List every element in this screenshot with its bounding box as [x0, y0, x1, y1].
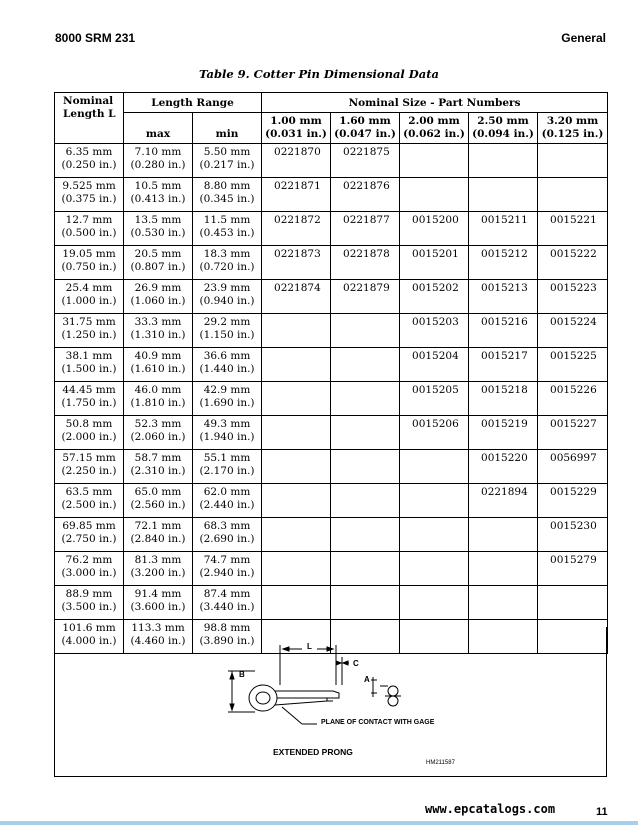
footer-website: www.epcatalogs.com — [425, 802, 556, 816]
min-cell: 87.4 mm (3.440 in.) — [193, 586, 262, 620]
part-number-cell — [469, 144, 538, 178]
part-number-cell — [262, 314, 331, 348]
nominal-cell: 25.4 mm (1.000 in.) — [55, 280, 124, 314]
part-number-cell: 0015213 — [469, 280, 538, 314]
min-cell: 36.6 mm (1.440 in.) — [193, 348, 262, 382]
nominal-cell: 76.2 mm (3.000 in.) — [55, 552, 124, 586]
min-cell: 5.50 mm (0.217 in.) — [193, 144, 262, 178]
max-cell: 81.3 mm (3.200 in.) — [124, 552, 193, 586]
table-caption: Table 9. Cotter Pin Dimensional Data — [199, 67, 439, 81]
table-row — [55, 348, 608, 382]
header-max: max — [124, 113, 193, 144]
nominal-cell: 101.6 mm (4.000 in.) — [55, 620, 124, 654]
part-number-cell — [262, 416, 331, 450]
page-bottom-bar — [0, 821, 638, 825]
plane-of-contact-label: PLANE OF CONTACT WITH GAGE — [321, 719, 435, 726]
part-number-cell: 0221877 — [331, 212, 400, 246]
part-number-cell: 0015221 — [538, 212, 608, 246]
part-number-cell: 0221879 — [331, 280, 400, 314]
part-number-cell: 0221874 — [262, 280, 331, 314]
part-number-cell: 0015218 — [469, 382, 538, 416]
table-row — [55, 314, 608, 348]
part-number-cell: 0015216 — [469, 314, 538, 348]
table-row — [55, 144, 608, 178]
header-nominal-size: Nominal Size - Part Numbers — [262, 93, 608, 113]
max-cell: 40.9 mm (1.610 in.) — [124, 348, 193, 382]
part-number-cell — [262, 484, 331, 518]
dimension-b-label: B — [239, 670, 245, 679]
part-number-cell — [331, 348, 400, 382]
document-header-right: General — [561, 31, 606, 45]
part-number-cell: 0015224 — [538, 314, 608, 348]
part-number-cell: 0221871 — [262, 178, 331, 212]
part-number-cell — [262, 382, 331, 416]
min-cell: 62.0 mm (2.440 in.) — [193, 484, 262, 518]
part-number-cell — [331, 484, 400, 518]
max-cell: 26.9 mm (1.060 in.) — [124, 280, 193, 314]
max-cell: 113.3 mm (4.460 in.) — [124, 620, 193, 654]
header-length-range: Length Range — [124, 93, 262, 113]
header-size: 3.20 mm (0.125 in.) — [538, 113, 608, 144]
part-number-cell — [400, 178, 469, 212]
part-number-cell: 0015200 — [400, 212, 469, 246]
nominal-cell: 6.35 mm (0.250 in.) — [55, 144, 124, 178]
part-number-cell: 0221875 — [331, 144, 400, 178]
part-number-cell — [400, 144, 469, 178]
max-cell: 52.3 mm (2.060 in.) — [124, 416, 193, 450]
part-number-cell: 0015222 — [538, 246, 608, 280]
max-cell: 91.4 mm (3.600 in.) — [124, 586, 193, 620]
part-number-cell — [262, 450, 331, 484]
dimension-a-label: A — [364, 675, 370, 684]
part-number-cell: 0015205 — [400, 382, 469, 416]
header-size: 2.00 mm (0.062 in.) — [400, 113, 469, 144]
table-row — [55, 518, 608, 552]
part-number-cell — [400, 450, 469, 484]
part-number-cell — [469, 586, 538, 620]
part-number-cell: 0015230 — [538, 518, 608, 552]
nominal-cell: 9.525 mm (0.375 in.) — [55, 178, 124, 212]
part-number-cell: 0015204 — [400, 348, 469, 382]
table-row — [55, 416, 608, 450]
min-cell: 42.9 mm (1.690 in.) — [193, 382, 262, 416]
min-cell: 29.2 mm (1.150 in.) — [193, 314, 262, 348]
figure-code: HM211587 — [426, 760, 455, 766]
part-number-cell — [538, 586, 608, 620]
part-number-cell — [469, 518, 538, 552]
table-row — [55, 586, 608, 620]
part-number-cell — [331, 552, 400, 586]
part-number-cell — [400, 552, 469, 586]
cotter-pin-figure — [54, 627, 607, 777]
part-number-cell: 0015202 — [400, 280, 469, 314]
part-number-cell: 0015220 — [469, 450, 538, 484]
min-cell: 8.80 mm (0.345 in.) — [193, 178, 262, 212]
part-number-cell: 0015279 — [538, 552, 608, 586]
max-cell: 46.0 mm (1.810 in.) — [124, 382, 193, 416]
part-number-cell: 0015212 — [469, 246, 538, 280]
part-number-cell — [400, 586, 469, 620]
max-cell: 33.3 mm (1.310 in.) — [124, 314, 193, 348]
part-number-cell — [469, 552, 538, 586]
part-number-cell: 0221872 — [262, 212, 331, 246]
part-number-cell: 0056997 — [538, 450, 608, 484]
part-number-cell — [262, 348, 331, 382]
max-cell: 13.5 mm (0.530 in.) — [124, 212, 193, 246]
max-cell: 58.7 mm (2.310 in.) — [124, 450, 193, 484]
part-number-cell: 0221870 — [262, 144, 331, 178]
part-number-cell — [400, 484, 469, 518]
min-cell: 23.9 mm (0.940 in.) — [193, 280, 262, 314]
part-number-cell — [262, 586, 331, 620]
nominal-cell: 38.1 mm (1.500 in.) — [55, 348, 124, 382]
part-number-cell — [262, 518, 331, 552]
nominal-cell: 69.85 mm (2.750 in.) — [55, 518, 124, 552]
nominal-cell: 57.15 mm (2.250 in.) — [55, 450, 124, 484]
part-number-cell: 0015217 — [469, 348, 538, 382]
nominal-cell: 12.7 mm (0.500 in.) — [55, 212, 124, 246]
part-number-cell — [469, 178, 538, 212]
part-number-cell: 0221894 — [469, 484, 538, 518]
max-cell: 20.5 mm (0.807 in.) — [124, 246, 193, 280]
table-row — [55, 484, 608, 518]
min-cell: 68.3 mm (2.690 in.) — [193, 518, 262, 552]
page-number: 11 — [596, 806, 608, 818]
nominal-cell: 44.45 mm (1.750 in.) — [55, 382, 124, 416]
part-number-cell: 0015225 — [538, 348, 608, 382]
part-number-cell: 0221876 — [331, 178, 400, 212]
part-number-cell: 0221878 — [331, 246, 400, 280]
nominal-cell: 31.75 mm (1.250 in.) — [55, 314, 124, 348]
part-number-cell — [331, 586, 400, 620]
table-row — [55, 178, 608, 212]
part-number-cell: 0015227 — [538, 416, 608, 450]
table-row — [55, 280, 608, 314]
dimension-l-label: L — [307, 642, 312, 651]
part-number-cell — [262, 552, 331, 586]
part-number-cell — [331, 314, 400, 348]
part-number-cell: 0015206 — [400, 416, 469, 450]
document-header-left: 8000 SRM 231 — [55, 31, 136, 45]
nominal-cell: 19.05 mm (0.750 in.) — [55, 246, 124, 280]
max-cell: 72.1 mm (2.840 in.) — [124, 518, 193, 552]
table-row — [55, 212, 608, 246]
part-number-cell: 0015203 — [400, 314, 469, 348]
min-cell: 11.5 mm (0.453 in.) — [193, 212, 262, 246]
nominal-cell: 63.5 mm (2.500 in.) — [55, 484, 124, 518]
cotter-pin-table — [54, 92, 608, 654]
min-cell: 98.8 mm (3.890 in.) — [193, 620, 262, 654]
part-number-cell — [331, 382, 400, 416]
part-number-cell: 0221873 — [262, 246, 331, 280]
min-cell: 55.1 mm (2.170 in.) — [193, 450, 262, 484]
min-cell: 18.3 mm (0.720 in.) — [193, 246, 262, 280]
table-row — [55, 552, 608, 586]
max-cell: 7.10 mm (0.280 in.) — [124, 144, 193, 178]
part-number-cell: 0015219 — [469, 416, 538, 450]
part-number-cell: 0015223 — [538, 280, 608, 314]
table-row — [55, 382, 608, 416]
part-number-cell — [331, 416, 400, 450]
part-number-cell — [400, 518, 469, 552]
figure-caption: EXTENDED PRONG — [273, 747, 353, 757]
max-cell: 65.0 mm (2.560 in.) — [124, 484, 193, 518]
table-row — [55, 450, 608, 484]
header-size: 1.00 mm (0.031 in.) — [262, 113, 331, 144]
min-cell: 74.7 mm (2.940 in.) — [193, 552, 262, 586]
table-row — [55, 246, 608, 280]
part-number-cell: 0015211 — [469, 212, 538, 246]
header-size: 2.50 mm (0.094 in.) — [469, 113, 538, 144]
part-number-cell — [538, 144, 608, 178]
part-number-cell: 0015226 — [538, 382, 608, 416]
part-number-cell: 0015229 — [538, 484, 608, 518]
part-number-cell — [331, 450, 400, 484]
header-size: 1.60 mm (0.047 in.) — [331, 113, 400, 144]
min-cell: 49.3 mm (1.940 in.) — [193, 416, 262, 450]
nominal-cell: 88.9 mm (3.500 in.) — [55, 586, 124, 620]
header-min: min — [193, 113, 262, 144]
part-number-cell — [538, 178, 608, 212]
dimension-c-label: C — [353, 659, 359, 668]
header-nominal-length: Nominal Length L — [55, 93, 124, 144]
part-number-cell: 0015201 — [400, 246, 469, 280]
max-cell: 10.5 mm (0.413 in.) — [124, 178, 193, 212]
part-number-cell — [331, 518, 400, 552]
nominal-cell: 50.8 mm (2.000 in.) — [55, 416, 124, 450]
